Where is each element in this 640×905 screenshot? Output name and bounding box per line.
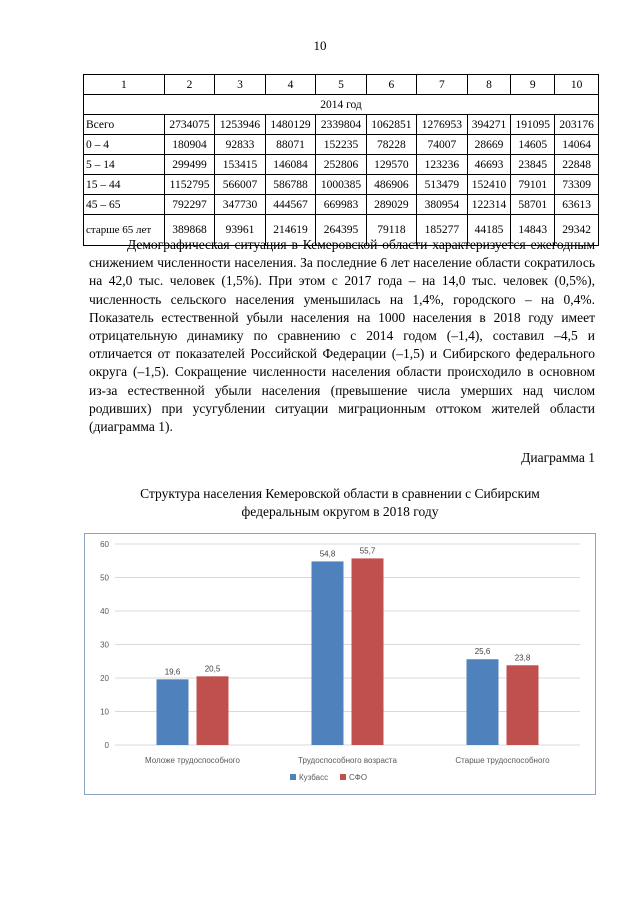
table-cell: 152410 [467,175,511,195]
legend-swatch [290,774,296,780]
bar-kuzbass [157,679,189,745]
table-cell: 486906 [366,175,416,195]
table-row-label: старше 65 лет [84,215,165,246]
table-cell: 2734075 [164,115,214,135]
table-cell: 214619 [265,215,315,246]
table-cell: 203176 [555,115,599,135]
table-cell: 191095 [511,115,555,135]
bar-sfo [197,676,229,745]
table-header-cell: 8 [467,75,511,95]
data-label: 54,8 [319,549,336,559]
table-cell: 380954 [417,195,467,215]
table-cell: 586788 [265,175,315,195]
chart-title-line2: федеральным округом в 2018 году [241,504,439,519]
table-header-cell: 5 [316,75,366,95]
table-row [84,195,599,215]
table-cell: 88071 [265,135,315,155]
data-label: 19,6 [164,667,181,677]
table-row [84,175,599,195]
data-label: 20,5 [204,664,221,674]
table-cell: 1062851 [366,115,416,135]
table-cell: 1480129 [265,115,315,135]
table-cell: 347730 [215,195,265,215]
table-cell: 1152795 [164,175,214,195]
table-cell: 92833 [215,135,265,155]
bar-kuzbass [467,659,499,745]
table-cell: 22848 [555,155,599,175]
population-table [83,74,599,246]
table-cell: 299499 [164,155,214,175]
legend-label: Кузбасс [299,773,329,782]
table-row-label: 15 – 44 [84,175,165,195]
table-cell: 444567 [265,195,315,215]
table-year-row [84,95,599,115]
bar-kuzbass [312,561,344,745]
table-cell: 1253946 [215,115,265,135]
y-tick-label: 60 [100,540,109,549]
bar-chart [85,534,595,794]
table-row-label: 45 – 65 [84,195,165,215]
table-header-cell: 2 [164,75,214,95]
table-cell: 123236 [417,155,467,175]
table-cell: 79118 [366,215,416,246]
table-cell: 44185 [467,215,511,246]
table-cell: 14605 [511,135,555,155]
category-label: Трудоспособного возраста [298,756,397,765]
chart-title-line1: Структура населения Кемеровской области в сравнении с Сибирским [140,486,540,501]
table-cell: 28669 [467,135,511,155]
table-cell: 58701 [511,195,555,215]
table-cell: 73309 [555,175,599,195]
table-cell: 29342 [555,215,599,246]
legend-swatch [340,774,346,780]
table-header-cell: 4 [265,75,315,95]
diagram-label: Диаграмма 1 [521,450,595,465]
table-cell: 46693 [467,155,511,175]
body-paragraph: Демографическая ситуация в Кемеровской области характеризуется ежегодным снижением численности населения. За последние 6 лет население области сократилось на 42,0 тыс. человек (1,5%). При этом с 2017 года – на 14,0 тыс. человек (0,5%), численность сельского населения уменьшилась на 1,4%, городского – на 0,4%. Показатель естественной убыли населения на 1000 населения в 2018 году имеет отрицательную динамику по сравнению с 2014 годом (–1,4), составил –4,5 и отличается от показателей Российской Федерации (–1,5) и Сибирского федерального округа (–1,5). Сокращение численности населения области происходило в основном из-за естественной убыли населения (превышение числа умерших над числом родивших) при усугублении ситуации миграционным оттоком жителей области (диаграмма 1). [89,237,595,435]
table-cell: 1276953 [417,115,467,135]
y-tick-label: 10 [100,707,109,717]
table-cell: 63613 [555,195,599,215]
y-tick-label: 40 [100,607,109,616]
data-label: 25,6 [474,647,491,657]
table-row [84,135,599,155]
table-row-label: Всего [84,115,165,135]
category-label: Моложе трудоспособного [144,756,241,765]
table-cell: 146084 [265,155,315,175]
table-cell: 93961 [215,215,265,246]
table-cell: 669983 [316,195,366,215]
table-cell: 180904 [164,135,214,155]
table-cell: 264395 [316,215,366,246]
table-year-label: 2014 год [84,95,599,115]
bar-sfo [352,558,384,745]
legend-label: СФО [349,773,368,782]
table-header-cell: 10 [555,75,599,95]
table-cell: 394271 [467,115,511,135]
table-cell: 153415 [215,155,265,175]
data-label: 23,8 [514,653,531,663]
table-cell: 14064 [555,135,599,155]
table-cell: 2339804 [316,115,366,135]
data-label: 55,7 [359,546,376,556]
page-number: 10 [313,38,327,53]
table-cell: 152235 [316,135,366,155]
table-header-cell: 3 [215,75,265,95]
table-cell: 566007 [215,175,265,195]
table-cell: 792297 [164,195,214,215]
table-cell: 252806 [316,155,366,175]
bar-sfo [507,665,539,745]
y-tick-label: 0 [104,741,109,750]
table-cell: 513479 [417,175,467,195]
table-cell: 129570 [366,155,416,175]
table-header-cell: 7 [417,75,467,95]
table-row [84,115,599,135]
table-row-label: 0 – 4 [84,135,165,155]
table-cell: 389868 [164,215,214,246]
table-cell: 14843 [511,215,555,246]
chart-title [80,485,600,521]
table-header-row [84,75,599,95]
table-cell: 23845 [511,155,555,175]
category-label: Старше трудоспособного [455,756,550,765]
table-cell: 122314 [467,195,511,215]
table-cell: 289029 [366,195,416,215]
table-header-cell: 1 [84,75,165,95]
table-cell: 79101 [511,175,555,195]
y-tick-label: 20 [100,674,109,683]
y-tick-label: 30 [100,640,109,650]
table-cell: 78228 [366,135,416,155]
table-row [84,155,599,175]
table-header-cell: 6 [366,75,416,95]
table-header-cell: 9 [511,75,555,95]
table-row-label: 5 – 14 [84,155,165,175]
table-cell: 74007 [417,135,467,155]
chart-container [84,533,596,795]
table-cell: 1000385 [316,175,366,195]
table-cell: 185277 [417,215,467,246]
y-tick-label: 50 [100,573,109,583]
